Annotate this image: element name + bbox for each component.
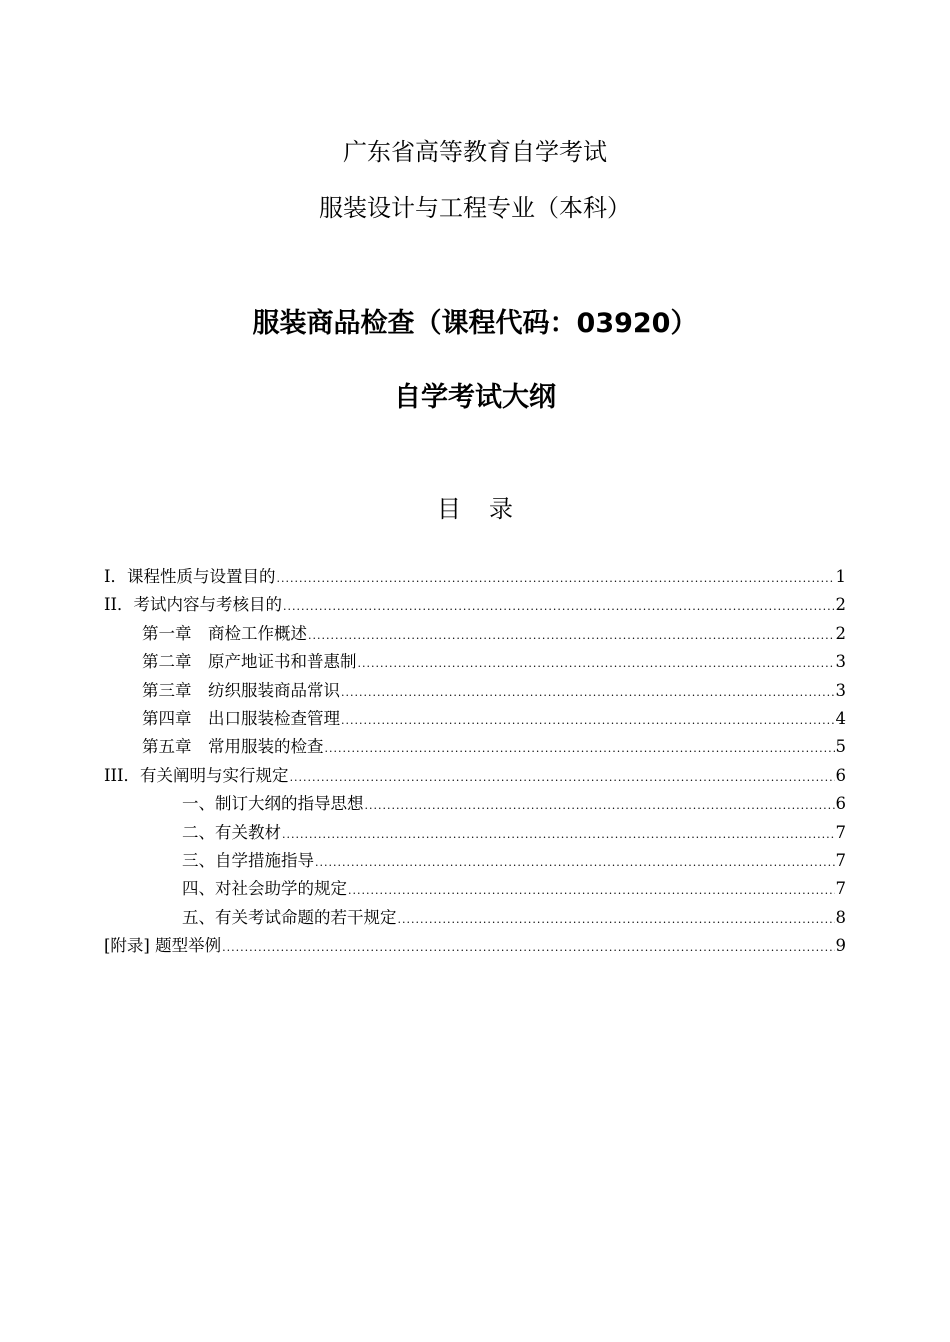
toc-entry-label: III．有关阐明与实行规定 xyxy=(104,765,289,785)
toc-entry[interactable] xyxy=(104,822,846,850)
toc-entry[interactable] xyxy=(104,708,846,736)
toc-entry-page: 6 xyxy=(835,765,846,785)
toc-entry[interactable] xyxy=(104,878,846,906)
toc-entry-page: 2 xyxy=(835,595,846,615)
toc-entry[interactable] xyxy=(104,680,846,708)
toc-entry-label: II．考试内容与考核目的 xyxy=(104,595,283,615)
toc-entry-page: 8 xyxy=(835,907,846,927)
toc-entry-label: 第二章 原产地证书和普惠制 xyxy=(142,652,357,672)
toc-leader xyxy=(398,909,835,931)
toc-entry-label: 第四章 出口服装检查管理 xyxy=(142,708,340,728)
toc-entry-page: 9 xyxy=(835,936,846,956)
toc-entry-label: I．课程性质与设置目的 xyxy=(104,567,276,586)
toc-entry[interactable] xyxy=(104,651,846,679)
toc-entry-label: 第三章 纺织服装商品常识 xyxy=(142,680,340,700)
toc-entry-label: 第一章 商检工作概述 xyxy=(142,623,307,643)
toc-leader xyxy=(348,880,835,902)
toc-entry[interactable] xyxy=(104,594,846,622)
toc-entry[interactable] xyxy=(104,907,846,935)
toc-leader xyxy=(282,824,835,846)
toc-entry-label: 二、有关教材 xyxy=(182,822,281,842)
syllabus-title: 自学考试大纲 xyxy=(394,382,556,413)
toc-entry-page: 5 xyxy=(835,737,846,757)
toc-entry-page: 4 xyxy=(835,708,846,728)
toc-entry-label: 三、自学措施指导 xyxy=(182,850,314,870)
toc-entry-page: 6 xyxy=(835,794,846,814)
course-title: 服装商品检查（课程代码：03920） xyxy=(252,308,698,339)
toc-entry-label: 一、制订大纲的指导思想 xyxy=(182,794,364,814)
toc-entry[interactable] xyxy=(104,566,846,594)
toc-entry-page: 1 xyxy=(835,567,846,586)
toc-entry[interactable] xyxy=(104,765,846,793)
toc-entry-label: 五、有关考试命题的若干规定 xyxy=(182,907,397,927)
major-heading: 服装设计与工程专业（本科） xyxy=(319,194,631,222)
toc-leader xyxy=(308,625,835,647)
toc-entry-page: 7 xyxy=(835,850,846,870)
toc-entry-page: 2 xyxy=(835,623,846,643)
toc-leader xyxy=(358,653,835,675)
toc-leader xyxy=(222,937,834,959)
toc-entry-page: 7 xyxy=(835,879,846,899)
toc-leader xyxy=(325,738,835,760)
toc-leader xyxy=(341,710,835,732)
exam-authority-heading: 广东省高等教育自学考试 xyxy=(343,138,607,166)
toc-entry[interactable] xyxy=(104,935,846,963)
toc-entry-label: 四、对社会助学的规定 xyxy=(182,879,347,899)
toc-leader xyxy=(341,682,835,704)
toc-entry-page: 7 xyxy=(835,822,846,842)
toc-entry-page: 3 xyxy=(835,652,846,672)
toc-entry-page: 3 xyxy=(835,680,846,700)
toc-entry[interactable] xyxy=(104,736,846,764)
toc-leader xyxy=(290,767,835,789)
toc-entry-label: [附录] 题型举例 xyxy=(104,936,222,956)
toc-leader xyxy=(315,852,835,874)
toc-leader xyxy=(283,596,834,618)
toc-entry[interactable] xyxy=(104,623,846,651)
table-of-contents xyxy=(104,566,846,963)
toc-heading: 目录 xyxy=(437,495,541,523)
toc-entry-label: 第五章 常用服装的检查 xyxy=(142,737,324,757)
toc-leader xyxy=(277,568,835,590)
toc-entry[interactable] xyxy=(104,793,846,821)
toc-leader xyxy=(365,795,835,817)
toc-entry[interactable] xyxy=(104,850,846,878)
